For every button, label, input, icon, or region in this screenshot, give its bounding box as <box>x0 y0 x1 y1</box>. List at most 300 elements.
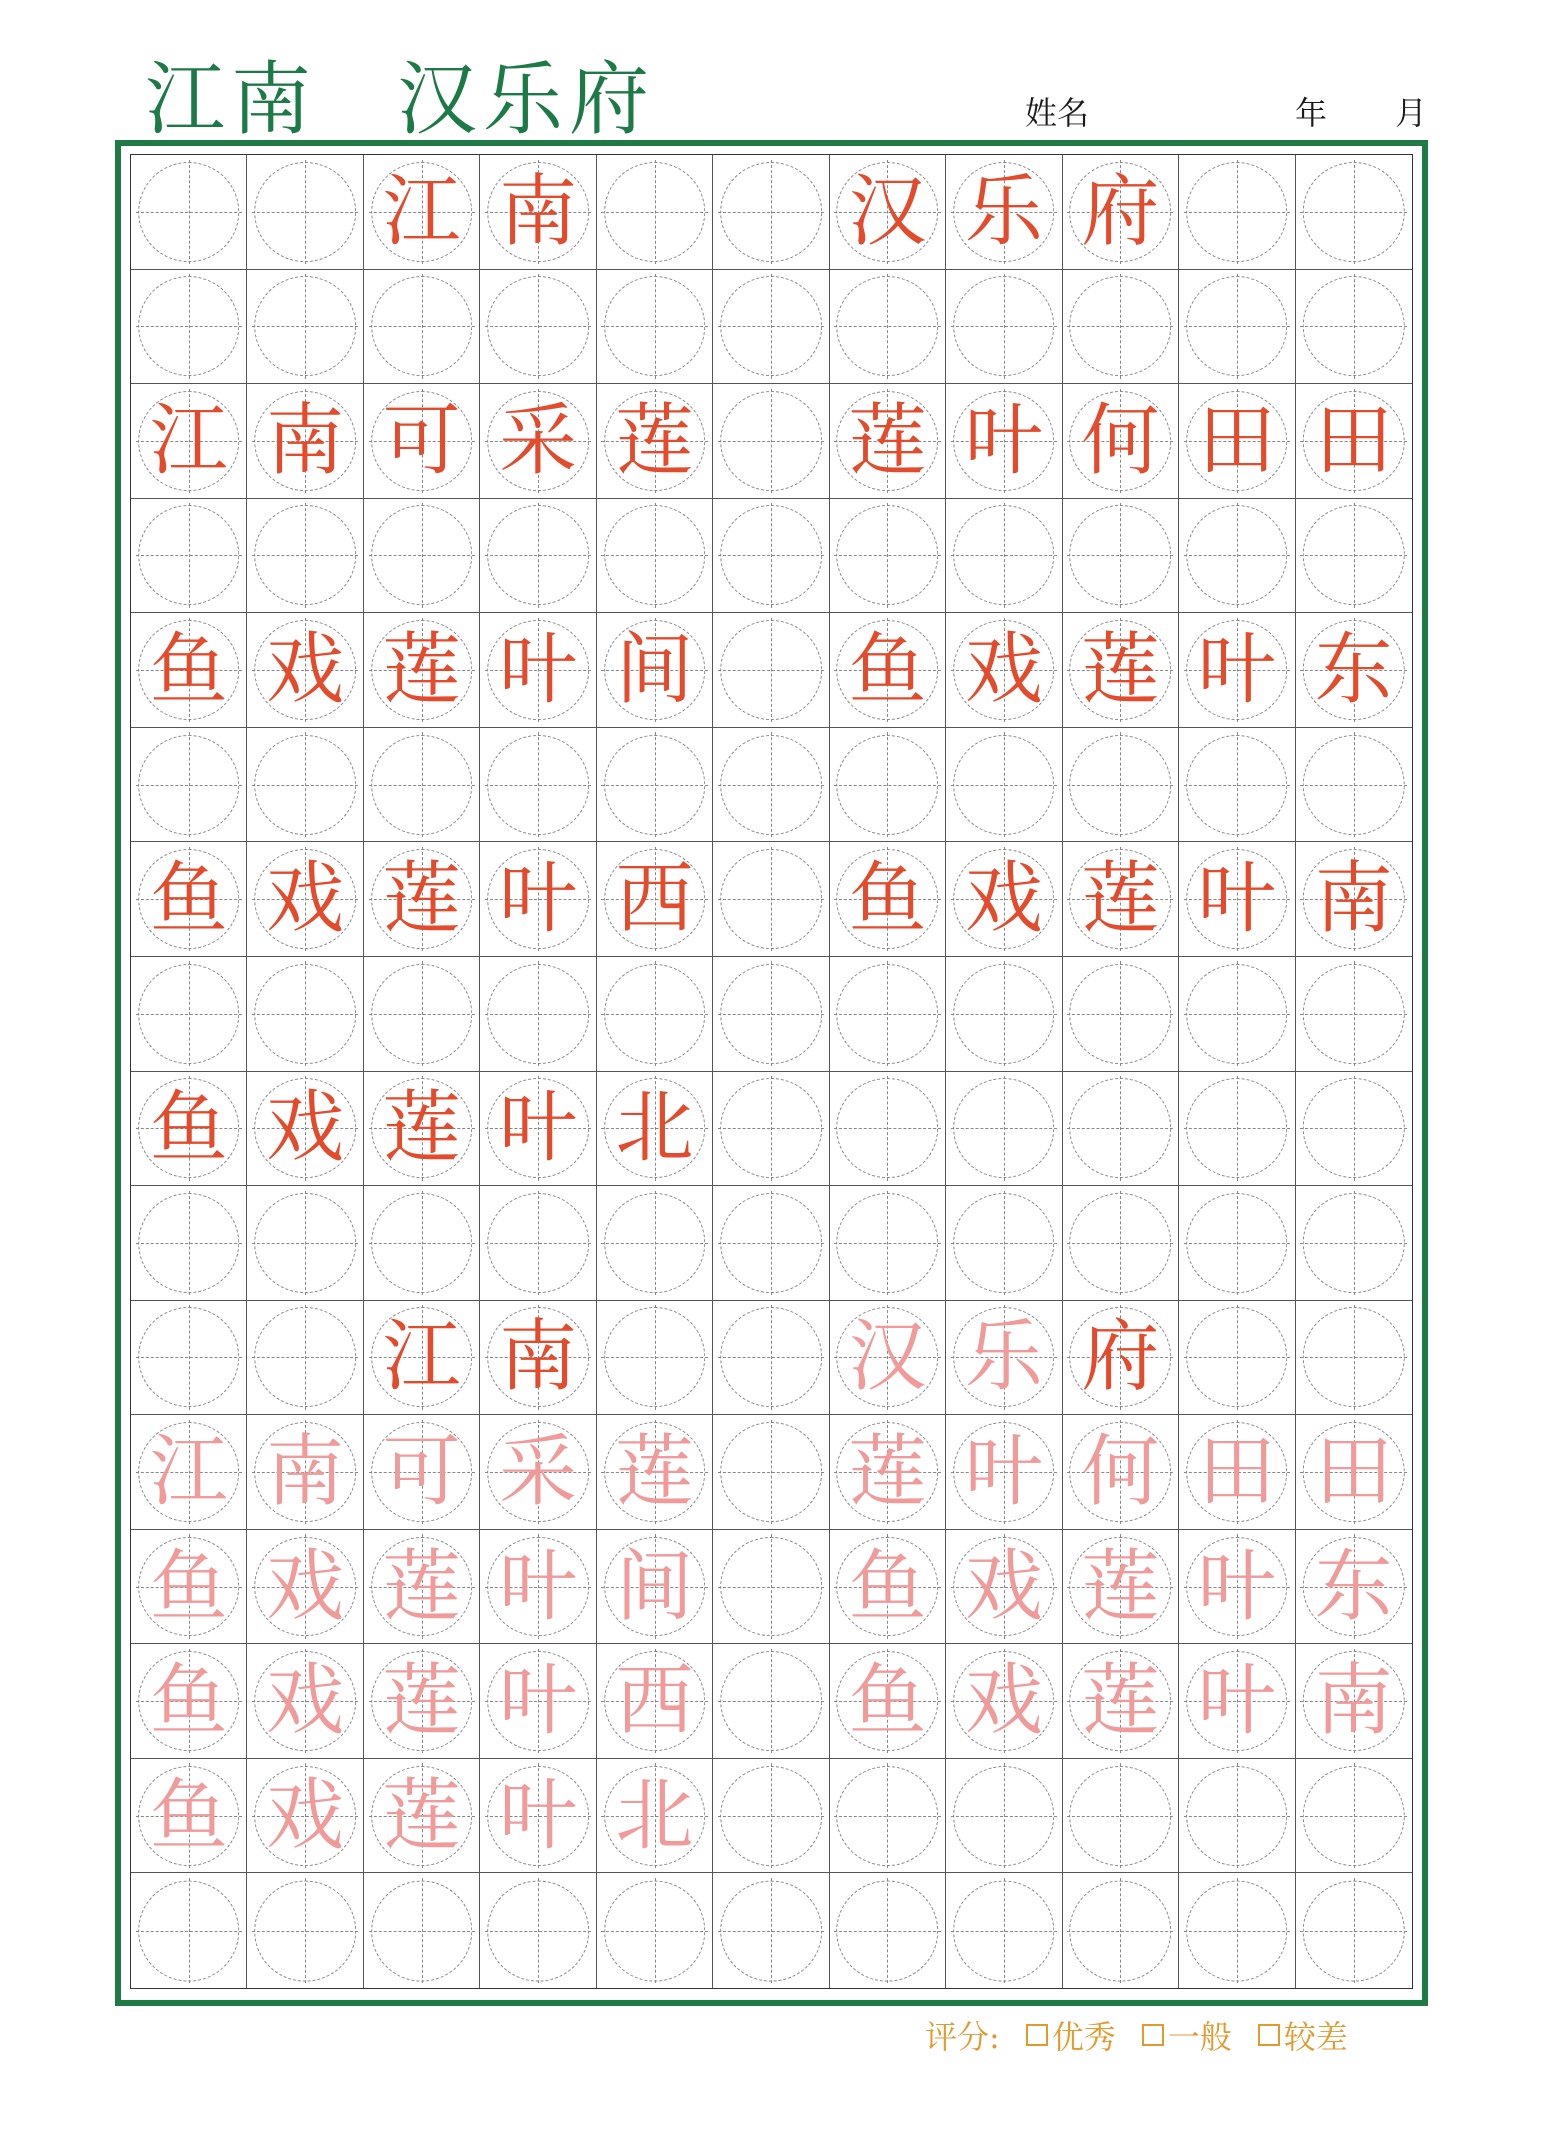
guide-circle <box>1186 1307 1288 1407</box>
grid-cell <box>364 1186 480 1301</box>
grid-cell <box>480 1644 596 1759</box>
guide-circle <box>1303 276 1405 376</box>
grid-cell <box>1063 384 1179 499</box>
practice-character: 戏 <box>266 625 345 716</box>
grid-cell <box>713 1301 829 1416</box>
grid-cell <box>946 270 1062 385</box>
practice-character: 鱼 <box>848 854 927 945</box>
grid-cell <box>480 957 596 1072</box>
grid-cell <box>597 155 713 270</box>
guide-circle <box>953 735 1055 835</box>
guide-circle <box>720 1766 822 1866</box>
guide-circle <box>720 1307 822 1407</box>
grid-cell <box>1296 155 1412 270</box>
practice-character: 田 <box>1197 395 1276 486</box>
guide-circle <box>604 735 706 835</box>
practice-character: 鱼 <box>149 625 228 716</box>
grid-cell <box>1179 1759 1295 1874</box>
practice-character: 叶 <box>1197 1541 1276 1632</box>
guide-circle <box>1186 162 1288 262</box>
practice-character: 戏 <box>964 854 1043 945</box>
guide-circle <box>1303 162 1405 262</box>
grid-cell <box>1179 1644 1295 1759</box>
grid-cell <box>1063 613 1179 728</box>
guide-circle <box>720 964 822 1064</box>
practice-character: 戏 <box>266 1541 345 1632</box>
grid-cell <box>131 384 247 499</box>
grid-cell <box>1063 1644 1179 1759</box>
grid-cell <box>713 1072 829 1187</box>
practice-character: 可 <box>382 395 461 486</box>
checkbox-icon[interactable] <box>1258 2024 1280 2046</box>
grid-cell <box>946 155 1062 270</box>
practice-character: 莲 <box>1081 625 1160 716</box>
grid-cell <box>946 1072 1062 1187</box>
guide-circle <box>487 735 589 835</box>
grid-cell <box>1063 1415 1179 1530</box>
name-label: 姓名 <box>1025 94 1090 132</box>
guide-circle <box>720 1422 822 1522</box>
practice-character: 田 <box>1314 395 1393 486</box>
guide-circle <box>1186 1193 1288 1293</box>
grid-cell <box>1179 842 1295 957</box>
practice-character: 叶 <box>499 1541 578 1632</box>
guide-circle <box>1070 1880 1172 1981</box>
grid-cell <box>946 1873 1062 1988</box>
practice-character: 莲 <box>1081 1656 1160 1747</box>
grid-cell <box>597 1301 713 1416</box>
grid-cell <box>1063 1072 1179 1187</box>
grid-cell <box>946 1186 1062 1301</box>
practice-character: 南 <box>499 1312 578 1403</box>
practice-character: 北 <box>615 1770 694 1861</box>
guide-circle <box>837 1766 939 1866</box>
grid-cell <box>1179 1186 1295 1301</box>
grid-cell <box>1296 270 1412 385</box>
grid-cell <box>480 1301 596 1416</box>
guide-circle <box>1186 506 1288 606</box>
grid-cell <box>1063 1530 1179 1645</box>
rating-bar <box>925 2010 1348 2060</box>
grid-cell <box>830 1873 946 1988</box>
guide-circle <box>254 276 356 376</box>
grid-cell <box>131 1759 247 1874</box>
grid-cell <box>480 499 596 614</box>
grid-cell <box>830 728 946 843</box>
grid-cell <box>830 270 946 385</box>
guide-circle <box>254 735 356 835</box>
grid-cell <box>131 1644 247 1759</box>
grid-cell <box>247 1301 363 1416</box>
guide-circle <box>254 1880 356 1981</box>
guide-circle <box>1070 735 1172 835</box>
practice-character: 南 <box>499 166 578 257</box>
grid-cell <box>1296 1301 1412 1416</box>
guide-circle <box>138 276 240 376</box>
grid-cell <box>364 270 480 385</box>
grid-cell <box>946 613 1062 728</box>
practice-character: 乐 <box>964 166 1043 257</box>
grid-cell <box>131 728 247 843</box>
grid-cell <box>830 613 946 728</box>
grid-cell <box>1296 1530 1412 1645</box>
grid-cell <box>131 1530 247 1645</box>
checkbox-icon[interactable] <box>1142 2024 1164 2046</box>
grid-cell <box>830 1186 946 1301</box>
title-source: 汉乐府 <box>397 52 655 146</box>
grid-cell <box>247 1759 363 1874</box>
grid-cell <box>247 1072 363 1187</box>
guide-circle <box>953 1766 1055 1866</box>
grid-cell <box>480 270 596 385</box>
grid-cell <box>830 499 946 614</box>
grid-cell <box>247 384 363 499</box>
grid-cell <box>713 1530 829 1645</box>
grid-cell <box>597 384 713 499</box>
grid-cell <box>597 1873 713 1988</box>
grid-cell <box>1179 1301 1295 1416</box>
practice-character: 何 <box>1081 1426 1160 1517</box>
grid-cell <box>1179 1530 1295 1645</box>
grid-cell <box>1296 1072 1412 1187</box>
grid-cell <box>830 1415 946 1530</box>
grid-cell <box>713 1873 829 1988</box>
grid-cell <box>597 957 713 1072</box>
practice-character: 莲 <box>848 395 927 486</box>
practice-character: 叶 <box>1197 854 1276 945</box>
grid-cell <box>364 1301 480 1416</box>
grid-cell <box>1296 384 1412 499</box>
practice-character: 江 <box>149 395 228 486</box>
practice-character: 汉 <box>848 166 927 257</box>
practice-character: 可 <box>382 1426 461 1517</box>
guide-circle <box>487 276 589 376</box>
practice-character: 南 <box>1314 854 1393 945</box>
grid-cell <box>247 1415 363 1530</box>
guide-circle <box>1186 964 1288 1064</box>
grid-cell <box>364 499 480 614</box>
grid-cell <box>830 842 946 957</box>
practice-character: 戏 <box>964 625 1043 716</box>
guide-circle <box>604 506 706 606</box>
guide-circle <box>138 735 240 835</box>
grid-cell <box>1063 728 1179 843</box>
grid-cell <box>1179 1072 1295 1187</box>
grid-cell <box>713 613 829 728</box>
grid-cell <box>247 957 363 1072</box>
grid-cell <box>364 1873 480 1988</box>
year-label: 年 <box>1295 94 1328 132</box>
guide-circle <box>604 162 706 262</box>
guide-circle <box>138 1880 240 1981</box>
guide-circle <box>953 1880 1055 1981</box>
grid-cell <box>364 842 480 957</box>
grid-cell <box>713 957 829 1072</box>
grid-cell <box>946 499 1062 614</box>
guide-circle <box>1303 964 1405 1064</box>
grid-cell <box>131 957 247 1072</box>
rating-label: 评分: <box>925 2018 1000 2056</box>
grid-cell <box>946 1301 1062 1416</box>
grid-cell <box>480 1873 596 1988</box>
grid-cell <box>946 842 1062 957</box>
grid-cell <box>1179 384 1295 499</box>
guide-circle <box>138 162 240 262</box>
grid-cell <box>247 155 363 270</box>
grid-cell <box>1296 1873 1412 1988</box>
guide-circle <box>1303 1193 1405 1293</box>
grid-cell <box>131 613 247 728</box>
grid-cell <box>830 1644 946 1759</box>
practice-character: 府 <box>1081 1312 1160 1403</box>
grid-cell <box>597 1759 713 1874</box>
grid-cell <box>480 384 596 499</box>
rating-option-label: 一般 <box>1167 2018 1232 2056</box>
practice-character: 戏 <box>964 1541 1043 1632</box>
guide-circle <box>1303 506 1405 606</box>
grid-cell <box>247 1186 363 1301</box>
title-poem: 江南 <box>145 52 317 146</box>
guide-circle <box>720 1537 822 1637</box>
practice-character: 叶 <box>1197 1656 1276 1747</box>
practice-character: 莲 <box>382 1770 461 1861</box>
grid-cell <box>830 155 946 270</box>
grid-cell <box>597 270 713 385</box>
guide-circle <box>1070 1193 1172 1293</box>
grid-cell <box>1179 1873 1295 1988</box>
grid-cell <box>830 957 946 1072</box>
guide-circle <box>1186 1078 1288 1178</box>
practice-character: 府 <box>1081 166 1160 257</box>
grid-cell <box>713 155 829 270</box>
practice-character: 田 <box>1197 1426 1276 1517</box>
grid-cell <box>480 1415 596 1530</box>
grid-cell <box>830 1530 946 1645</box>
guide-circle <box>1186 1766 1288 1866</box>
grid-cell <box>946 728 1062 843</box>
grid-cell <box>946 957 1062 1072</box>
grid-cell <box>480 842 596 957</box>
practice-character: 鱼 <box>149 1770 228 1861</box>
guide-circle <box>837 964 939 1064</box>
grid-cell <box>1296 613 1412 728</box>
practice-character: 汉 <box>848 1312 927 1403</box>
grid-cell <box>131 1186 247 1301</box>
grid-cell <box>1179 728 1295 843</box>
grid-cell <box>131 499 247 614</box>
grid-cell <box>1296 499 1412 614</box>
guide-circle <box>254 1307 356 1407</box>
grid-cell <box>1063 1301 1179 1416</box>
rating-option-excellent[interactable] <box>1026 2012 1116 2058</box>
grid-cell <box>713 384 829 499</box>
guide-circle <box>254 506 356 606</box>
guide-circle <box>837 1078 939 1178</box>
guide-circle <box>837 1193 939 1293</box>
grid-cell <box>364 957 480 1072</box>
guide-circle <box>1303 1307 1405 1407</box>
guide-circle <box>1303 735 1405 835</box>
grid-cell <box>830 1759 946 1874</box>
guide-circle <box>604 1880 706 1981</box>
practice-character: 莲 <box>615 395 694 486</box>
practice-character: 鱼 <box>149 1083 228 1174</box>
grid-cell <box>131 155 247 270</box>
grid-cell <box>1296 842 1412 957</box>
guide-circle <box>1303 1880 1405 1981</box>
guide-circle <box>371 964 473 1064</box>
grid-cell <box>364 1644 480 1759</box>
guide-circle <box>1303 1766 1405 1866</box>
grid-cell <box>1296 1186 1412 1301</box>
guide-circle <box>837 1880 939 1981</box>
practice-character: 鱼 <box>848 1541 927 1632</box>
grid-cell <box>597 1072 713 1187</box>
grid-cell <box>131 842 247 957</box>
grid-cell <box>131 270 247 385</box>
practice-character: 田 <box>1314 1426 1393 1517</box>
grid-cell <box>830 384 946 499</box>
practice-character: 莲 <box>1081 1541 1160 1632</box>
grid-cell <box>364 1530 480 1645</box>
guide-circle <box>953 506 1055 606</box>
practice-character: 江 <box>149 1426 228 1517</box>
guide-circle <box>138 1307 240 1407</box>
guide-circle <box>1186 1880 1288 1981</box>
grid-cell <box>1296 1644 1412 1759</box>
grid-cell <box>1179 1415 1295 1530</box>
grid-cell <box>247 499 363 614</box>
guide-circle <box>604 964 706 1064</box>
practice-character: 叶 <box>964 1426 1043 1517</box>
grid-cell <box>364 1415 480 1530</box>
grid-cell <box>247 1530 363 1645</box>
practice-character: 戏 <box>266 1083 345 1174</box>
practice-character: 乐 <box>964 1312 1043 1403</box>
guide-circle <box>138 964 240 1064</box>
grid-cell <box>480 1530 596 1645</box>
guide-circle <box>1070 1766 1172 1866</box>
guide-circle <box>953 1193 1055 1293</box>
grid-cell <box>1063 957 1179 1072</box>
guide-circle <box>720 1078 822 1178</box>
guide-circle <box>720 1880 822 1981</box>
grid-cell <box>597 1644 713 1759</box>
guide-circle <box>837 506 939 606</box>
grid-cell <box>131 1301 247 1416</box>
grid-cell <box>131 1072 247 1187</box>
guide-circle <box>254 964 356 1064</box>
rating-option-label: 优秀 <box>1051 2018 1116 2056</box>
guide-circle <box>604 1307 706 1407</box>
grid-cell <box>597 842 713 957</box>
guide-circle <box>371 506 473 606</box>
rating-option-average[interactable] <box>1142 2012 1232 2058</box>
grid-cell <box>597 1530 713 1645</box>
grid-cell <box>364 1759 480 1874</box>
grid-cell <box>131 1415 247 1530</box>
grid-cell <box>131 1873 247 1988</box>
grid-cell <box>713 842 829 957</box>
guide-circle <box>720 849 822 949</box>
practice-character: 叶 <box>499 625 578 716</box>
grid-cell <box>1063 270 1179 385</box>
guide-circle <box>138 506 240 606</box>
practice-character: 叶 <box>499 854 578 945</box>
grid-cell <box>247 1873 363 1988</box>
grid-cell <box>247 842 363 957</box>
grid-cell <box>1179 270 1295 385</box>
guide-circle <box>487 964 589 1064</box>
grid-cell <box>713 1644 829 1759</box>
guide-circle <box>953 964 1055 1064</box>
grid-cell <box>1296 1759 1412 1874</box>
practice-grid <box>130 154 1413 1989</box>
practice-character: 采 <box>499 395 578 486</box>
practice-character: 鱼 <box>149 1541 228 1632</box>
guide-circle <box>371 276 473 376</box>
grid-cell <box>1179 499 1295 614</box>
grid-cell <box>1179 155 1295 270</box>
practice-character: 南 <box>266 395 345 486</box>
practice-character: 莲 <box>382 1541 461 1632</box>
grid-cell <box>1296 1415 1412 1530</box>
grid-cell <box>946 384 1062 499</box>
grid-cell <box>364 728 480 843</box>
practice-character: 江 <box>382 1312 461 1403</box>
grid-cell <box>247 270 363 385</box>
practice-character: 戏 <box>964 1656 1043 1747</box>
grid-cell <box>364 613 480 728</box>
grid-cell <box>597 1415 713 1530</box>
guide-circle <box>1186 735 1288 835</box>
practice-character: 鱼 <box>848 1656 927 1747</box>
practice-character: 间 <box>615 1541 694 1632</box>
grid-cell <box>1296 957 1412 1072</box>
grid-cell <box>1179 957 1295 1072</box>
practice-character: 叶 <box>499 1770 578 1861</box>
grid-cell <box>480 1186 596 1301</box>
grid-cell <box>1063 1186 1179 1301</box>
guide-circle <box>487 1193 589 1293</box>
practice-character: 莲 <box>382 1656 461 1747</box>
grid-cell <box>597 613 713 728</box>
grid-cell <box>830 1072 946 1187</box>
guide-circle <box>720 620 822 720</box>
grid-cell <box>1063 1873 1179 1988</box>
grid-cell <box>480 155 596 270</box>
practice-character: 戏 <box>266 854 345 945</box>
page-title <box>145 42 655 146</box>
guide-circle <box>371 735 473 835</box>
guide-circle <box>837 735 939 835</box>
guide-circle <box>1186 276 1288 376</box>
guide-circle <box>953 276 1055 376</box>
guide-circle <box>953 1078 1055 1178</box>
practice-character: 莲 <box>848 1426 927 1517</box>
grid-cell <box>946 1644 1062 1759</box>
guide-circle <box>720 1651 822 1751</box>
guide-circle <box>487 506 589 606</box>
practice-character: 西 <box>615 1656 694 1747</box>
grid-cell <box>364 155 480 270</box>
rating-option-poor[interactable] <box>1258 2012 1348 2058</box>
checkbox-icon[interactable] <box>1026 2024 1048 2046</box>
guide-circle <box>1303 1078 1405 1178</box>
grid-cell <box>830 1301 946 1416</box>
practice-character: 东 <box>1314 1541 1393 1632</box>
grid-cell <box>480 1759 596 1874</box>
